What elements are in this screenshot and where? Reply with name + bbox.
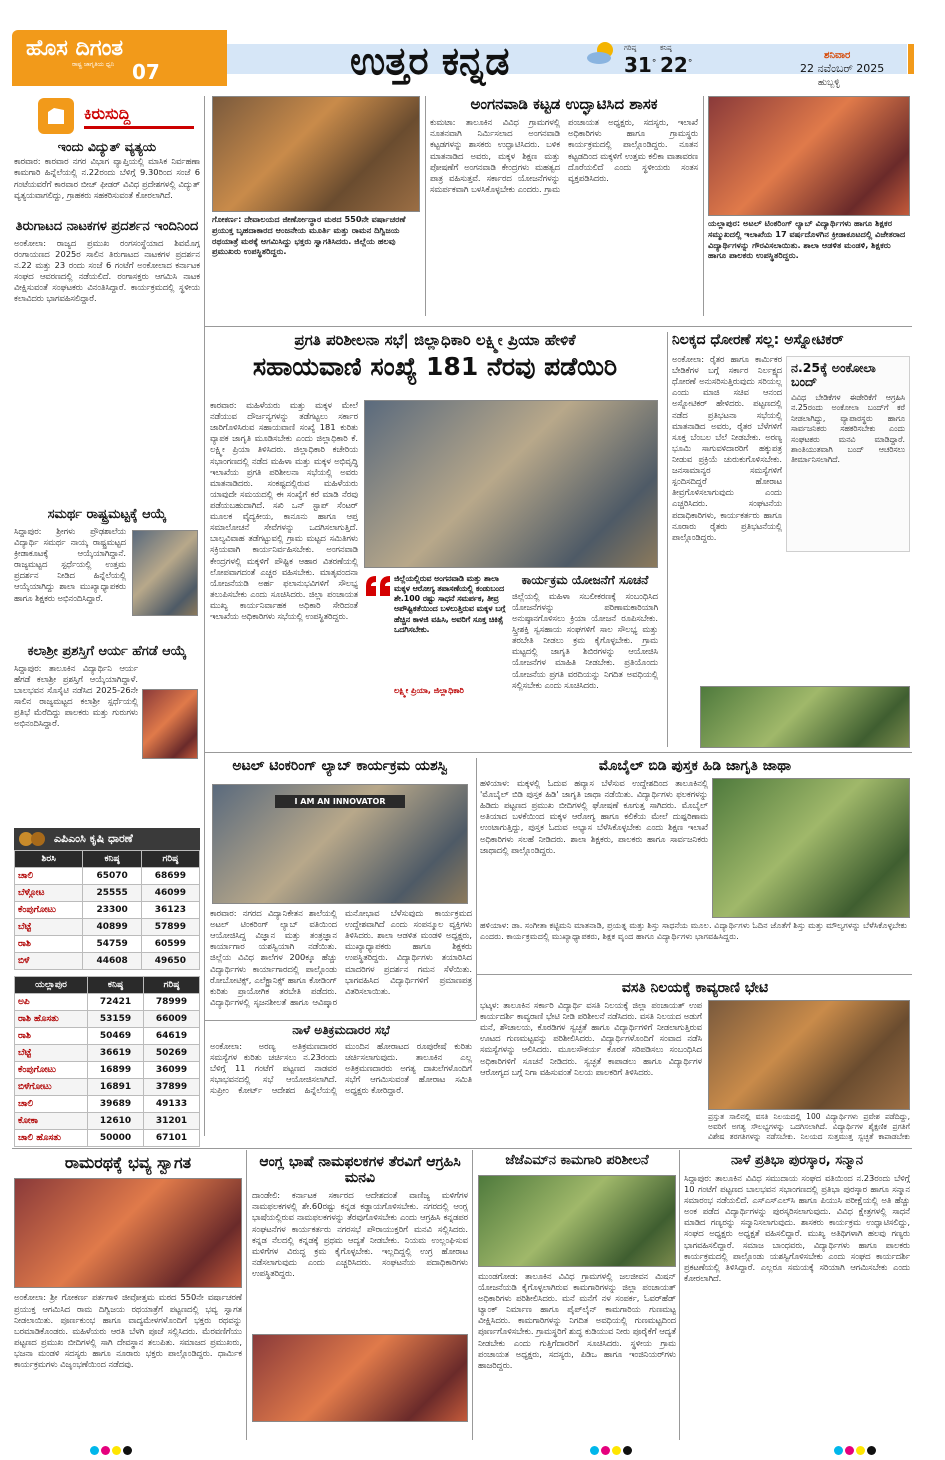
apmc-title: ಎಪಿಎಂಸಿ ಕೃಷಿ ಧಾರಣೆ [14,828,200,850]
sidebar-story: ಕಾರ್ಯಕ್ರಮ ಯೋಜನೆಗೆ ಸೂಚನೆ ಜಿಲ್ಲೆಯಲ್ಲಿ ಮಹಿಳಾ ಸಬಲೀಕರಣಕ್ಕೆ ಸಂಬಂಧಿಸಿದ ಯೋಜನೆಗಳನ್ನು ಪರಿಣಾಮಕಾರಿಯಾಗಿ ಅನುಷ್ಠಾನಗೊಳಿಸಲು ಕ್ರಿಯಾ ಯೋಜನೆ ರೂಪಿಸಬೇಕು. ಸ್ತ್ರೀಶಕ್ತಿ ಸ್ವಸಹಾಯ ಸಂಘಗಳಿಗೆ ಸಾಲ ಸೌಲಭ್ಯ ಮತ್ತು ತರಬೇತಿ ನೀಡಲು ಕ್ರಮ ಕೈಗೊಳ್ಳಬೇಕು. ಗ್ರಾಮ ಮಟ್ಟದಲ್ಲಿ ಜಾಗೃತಿ ಶಿಬಿರಗಳನ್ನು ಆಯೋಜಿಸಿ ಯೋಜನೆಗಳ ಮಾಹಿತಿ ನೀಡಬೇಕು. ಪ್ರತಿಯೊಂದು ಯೋಜನೆಯ ಪ್ರಗತಿ ವರದಿಯನ್ನು ನಿಗದಿತ ಅವಧಿಯಲ್ಲಿ ಸಲ್ಲಿಸಬೇಕು ಎಂದು ಸೂಚಿಸಿದರು. [512,573,658,690]
mobile-body: ಹಳಿಯಾಳ: ಮಕ್ಕಳಲ್ಲಿ ಓದುವ ಹವ್ಯಾಸ ಬೆಳೆಸುವ ಉದ್ದೇಶದಿಂದ ತಾಲೂಕಿನಲ್ಲಿ 'ಮೊಬೈಲ್ ಬಿಡಿ ಪುಸ್ತಕ ಹಿಡಿ' ಜಾಗೃತಿ ಜಾಥಾ ನಡೆಯಿತು. ವಿದ್ಯಾರ್ಥಿಗಳು ಫಲಕಗಳನ್ನು ಹಿಡಿದು ಪಟ್ಟಣದ ಪ್ರಮುಖ ಬೀದಿಗಳಲ್ಲಿ ಘೋಷಣೆ ಕೂಗುತ್ತ ಸಾಗಿದರು. ಮೊಬೈಲ್ ಅತಿಯಾದ ಬಳಕೆಯಿಂದ ಮಕ್ಕಳ ಆರೋಗ್ಯ ಹಾಗೂ ಕಲಿಕೆಯ ಮೇಲೆ ದುಷ್ಪರಿಣಾಮ ಉಂಟಾಗುತ್ತಿದ್ದು, ಪುಸ್ತಕ ಓದುವ ಅಭ್ಯಾಸ ಬೆಳೆಸಿಕೊಳ್ಳಬೇಕು ಎಂದು ಶಿಕ್ಷಣ ಇಲಾಖೆ ಅಧಿಕಾರಿಗಳು ಸಲಹೆ ನೀಡಿದರು. ಶಾಲಾ ಶಿಕ್ಷಕರು, ಪಾಲಕರು ಹಾಗೂ ಸಾರ್ವಜನಿಕರು ಜಾಥಾದಲ್ಲಿ ಪಾಲ್ಗೊಂಡಿದ್ದರು. [480,778,708,855]
photo-caption: ಹಳಿಯಾಳ: ಡಾ. ಸಂಗೀತಾ ಕಟ್ಟಿಮನಿ ಮಾತನಾಡಿ, ಪ್ರಯತ್ನ ಮತ್ತು ಶಿಸ್ತು ಸಾಧನೆಯ ಮೂಲ. ವಿದ್ಯಾರ್ಥಿಗಳು ಓದಿನ ಜೊತೆಗೆ ಶಿಸ್ತು ಮತ್ತು ಮೌಲ್ಯಗಳನ್ನು ಬೆಳೆಸಿಕೊಳ್ಳಬೇಕು ಎಂದರು. ಕಾರ್ಯಕ್ರಮದಲ್ಲಿ ಮುಖ್ಯಾಧ್ಯಾಪಕರು, ಶಿಕ್ಷಕ ವೃಂದ ಹಾಗೂ ವಿದ್ಯಾರ್ಥಿಗಳು ಭಾಗವಹಿಸಿದ್ದರು. [480,920,907,941]
rally-photo [712,778,910,918]
quote-box: ಜಿಲ್ಲೆಯಲ್ಲಿರುವ ಅಂಗನವಾಡಿ ಮತ್ತು ಶಾಲಾ ಮಕ್ಕಳ ಆರೋಗ್ಯ ತಪಾಸಣೆಯಲ್ಲಿ ಕಂಡುಬಂದ ಶೇ.100 ರಷ್ಟು ಸಾಧನೆ ಸಮರ್ಪಕ, ತೀವ್ರ ಅಪೌಷ್ಟಿಕತೆಯಿಂದ ಬಳಲುತ್ತಿರುವ ಮಕ್ಕಳ ಬಗ್ಗೆ ಹೆಚ್ಚಿನ ಕಾಳಜಿ ವಹಿಸಿ, ಅವರಿಗೆ ಸೂಕ್ತ ಚಿಕಿತ್ಸೆ ಒದಗಿಸಬೇಕು. ಲಕ್ಷ್ಮೀ ಪ್ರಿಯಾ, ಜಿಲ್ಲಾಧಿಕಾರಿ [364,574,509,700]
nilakkada-body: ಅಂಕೋಲಾ: ರೈತರ ಹಾಗೂ ಕಾರ್ಮಿಕರ ಬೇಡಿಕೆಗಳ ಬಗ್ಗೆ ಸರ್ಕಾರ ನಿರ್ಲಕ್ಷ್ಯದ ಧೋರಣೆ ಅನುಸರಿಸುತ್ತಿರುವುದು ಸರಿಯಲ್ಲ ಎಂದು ಮಾಜಿ ಸಚಿವ ಆನಂದ ಅಸ್ನೋಟಿಕರ್ ಹೇಳಿದರು. ಪಟ್ಟಣದಲ್ಲಿ ನಡೆದ ಪ್ರತಿಭಟನಾ ಸಭೆಯಲ್ಲಿ ಮಾತನಾಡಿದ ಅವರು, ರೈತರ ಬೆಳೆಗಳಿಗೆ ಸೂಕ್ತ ಬೆಂಬಲ ಬೆಲೆ ನೀಡಬೇಕು. ಅರಣ್ಯ ಭೂಮಿ ಸಾಗುವಳಿದಾರರಿಗೆ ಹಕ್ಕುಪತ್ರ ನೀಡುವ ಪ್ರಕ್ರಿಯೆ ಚುರುಕುಗೊಳಿಸಬೇಕು. ಜನಸಾಮಾನ್ಯರ ಸಮಸ್ಯೆಗಳಿಗೆ ಸ್ಪಂದಿಸದಿದ್ದರೆ ಹೋರಾಟ ತೀವ್ರಗೊಳಿಸಲಾಗುವುದು ಎಂದು ಎಚ್ಚರಿಸಿದರು. ಸಂಘಟನೆಯ ಪದಾಧಿಕಾರಿಗಳು, ಕಾರ್ಯಕರ್ತರು ಹಾಗೂ ನೂರಾರು ರೈತರು ಪ್ರತಿಭಟನೆಯಲ್ಲಿ ಪಾಲ್ಗೊಂಡಿದ್ದರು. [672,354,782,542]
kirusuddi-item: ತಿರುಗಾಟದ ನಾಟಕಗಳ ಪ್ರದರ್ಶನ ಇಂದಿನಿಂದ ಅಂಕೋಲಾ: ರಾಜ್ಯದ ಪ್ರಮುಖ ರಂಗಸಂಸ್ಥೆಯಾದ ಶಿವಮೊಗ್ಗ ರಂಗಾಯಣದ 2025ರ ಸಾಲಿನ ತಿರುಗಾಟದ ನಾಟಕಗಳ ಪ್ರದರ್ಶನ ನ.22 ಮತ್ತು 23 ರಂದು ಸಂಜೆ 6 ಗಂಟೆಗೆ ಅಂಕೋಲಾದ ಕರ್ನಾಟಕ ಸಂಘದ ಆವರಣದಲ್ಲಿ ನಡೆಯಲಿದೆ. ರಂಗಾಸಕ್ತರು ಆಗಮಿಸಿ ನಾಟಕ ವೀಕ್ಷಿಸುವಂತೆ ಸಂಘಟಕರು ವಿನಂತಿಸಿದ್ದಾರೆ. ಕಾರ್ಯಕ್ರಮದಲ್ಲಿ ಸ್ಥಳೀಯ ಕಲಾವಿದರು ಭಾಗವಹಿಸಲಿದ್ದಾರೆ. [14,219,200,304]
apmc-yellapur: ಯಲ್ಲಾಪುರ ಕನಿಷ್ಠ ಗರಿಷ್ಠ ಅಪಿ 72421 78999 ರಾಶಿ ಹೊಸತು 53159 66009 ರಾಶಿ 50469 64619 ಬೆಟ್ಟೆ 36619 50269 ಕೆಂಪುಗೋಟು 16899 36099 ಬಿಳೆಗೋಟು 16891 37899 ಚಾಲಿ 39689 49133 ಕೋಕಾ 12610 31201 ಚಾಲಿ ಹೊಸತು 50000 67101 [14,976,200,1147]
meeting-photo [364,400,658,568]
chariot-photo [212,96,420,212]
min-temp: ಕನಿಷ್ಠ 22° [660,44,693,77]
apmc-table [14,828,200,1147]
table-row: ಬೆಳ್ಗೋಟ 25555 46099 [15,885,200,902]
table-row: ಅಪಿ 72421 78999 [15,994,200,1011]
date: 22 ನವೆಂಬರ್ 2025 [800,62,885,75]
photo-caption: ಯಲ್ಲಾಪುರ: ಅಟಲ್ ಟಿಂಕರಿಂಗ್ ಲ್ಯಾಬ್ ವಿದ್ಯಾರ್ಥಿಗಳು ಹಾಗೂ ಶಿಕ್ಷಕರ ಸಮ್ಮುಖದಲ್ಲಿ ಇಲಾಖೆಯ 17 ವರ್ಷದೊಳಗಿನ ಕ್ರೀಡಾಕೂಟದಲ್ಲಿ ವಿಜೇತರಾದ ವಿದ್ಯಾರ್ಥಿಗಳನ್ನು ಗೌರವಿಸಲಾಯಿತು. ಶಾಲಾ ಆಡಳಿತ ಮಂಡಳಿ, ಶಿಕ್ಷಕರು ಹಾಗೂ ಪಾಲಕರು ಉಪಸ್ಥಿತರಿದ್ದರು. [708,218,906,261]
table-row: ಬೆಟ್ಟೆ 36619 50269 [15,1045,200,1062]
kirusuddi-item: ಇಂದು ವಿದ್ಯುತ್ ವ್ಯತ್ಯಯ ಕಾರವಾರ: ಕಾರವಾರ ನಗರ ವಿಭಾಗ ವ್ಯಾಪ್ತಿಯಲ್ಲಿ ಮಾಸಿಕ ನಿರ್ವಹಣಾ ಕಾಮಗಾರಿ ಹಿನ್ನೆಲೆಯಲ್ಲಿ ನ.22ರಂದು ಬೆಳಿಗ್ಗೆ 9.30ರಿಂದ ಸಂಜೆ 6 ಗಂಟೆಯವರೆಗೆ ಕಾರವಾರ ಬೀಚ್ ಫೀಡರ್ ವಿವಿಧ ಪ್ರದೇಶಗಳಲ್ಲಿ ವಿದ್ಯುತ್ ವ್ಯತ್ಯಯವಾಗಲಿದ್ದು, ಗ್ರಾಹಕರು ಸಹಕರಿಸುವಂತೆ ಕೋರಲಾಗಿದೆ. [14,139,200,200]
naale-story: ನಾಳೆ ಅತಿಕ್ರಮದಾರರ ಸಭೆ ಅಂಕೋಲಾ: ಅರಣ್ಯ ಅತಿಕ್ರಮಣದಾರರ ಸಮಸ್ಯೆಗಳ ಕುರಿತು ಚರ್ಚಿಸಲು ನ.23ರಂದು ಬೆಳಿಗ್ಗೆ 11 ಗಂಟೆಗೆ ಪಟ್ಟಣದ ನಾಡವರ ಸಭಾಭವನದಲ್ಲಿ ಸಭೆ ಆಯೋಜಿಸಲಾಗಿದೆ. ಸುಪ್ರೀಂ ಕೋರ್ಟ್ ಆದೇಶದ ಹಿನ್ನೆಲೆಯಲ್ಲಿ ಮುಂದಿನ ಹೋರಾಟದ ರೂಪುರೇಷೆ ಕುರಿತು ಚರ್ಚಿಸಲಾಗುವುದು. ತಾಲೂಕಿನ ಎಲ್ಲ ಅತಿಕ್ರಮಣದಾರರು ಅಗತ್ಯ ದಾಖಲೆಗಳೊಂದಿಗೆ ಸಭೆಗೆ ಆಗಮಿಸುವಂತೆ ಹೋರಾಟ ಸಮಿತಿ ಅಧ್ಯಕ್ಷರು ಕೋರಿದ್ದಾರೆ. [210,1023,472,1096]
page-number: 07 [132,60,160,84]
table-row: ಚಾಲಿ 39689 49133 [15,1096,200,1113]
table-row: ಕೆಂಪುಗೋಟು 16899 36099 [15,1062,200,1079]
memorandum-photo [252,1334,468,1422]
photo-caption: ಗೋಕರ್ಣ: ದೇವಾಲಯದ ಜೀರ್ಣೋದ್ಧಾರ ಮಠದ 550ನೇ ವರ್ಷಾಚರಣೆ ಪ್ರಯುಕ್ತ ಬೃಹದಾಕಾರದ ಆಂಜನೇಯ ಮೂರ್ತಿ ಮತ್ತು ರಾಮನ ದಿಗ್ವಿಜಯ ರಥಯಾತ್ರೆ ಮಠಕ್ಕೆ ಆಗಮಿಸಿದ್ದು ಭಕ್ತರು ಸ್ವಾಗತಿಸಿದರು. ಜಿಲ್ಲೆಯ ಹಲವು ಪ್ರಮುಖರು ಉಪಸ್ಥಿತರಿದ್ದರು. [212,214,406,257]
table-row: ರಾಶಿ ಹೊಸತು 53159 66009 [15,1011,200,1028]
table-row: ಚಾಲಿ ಹೊಸತು 50000 67101 [15,1130,200,1147]
table-row: ಕೋಕಾ 12610 31201 [15,1113,200,1130]
lead-story: ಪ್ರಗತಿ ಪರಿಶೀಲನಾ ಸಭೆ| ಜಿಲ್ಲಾಧಿಕಾರಿ ಲಕ್ಷ್ಮೀ ಪ್ರಿಯಾ ಹೇಳಿಕೆ ಸಹಾಯವಾಣಿ ಸಂಖ್ಯೆ 181 ನೆರವು ಪಡೆಯಿರಿ [252,331,618,382]
table-row: ಬಿಳೆ 44608 49650 [15,953,200,970]
pratibha-story: ನಾಳೆ ಪ್ರತಿಭಾ ಪುರಸ್ಕಾರ, ಸನ್ಮಾನ ಸಿದ್ದಾಪುರ: ತಾಲೂಕಿನ ವಿವಿಧ ಸಮುದಾಯ ಸಂಘದ ವತಿಯಿಂದ ನ.23ರಂದು ಬೆಳಿಗ್ಗೆ 10 ಗಂಟೆಗೆ ಪಟ್ಟಣದ ಬಾಲಭವನ ಸಭಾಂಗಣದಲ್ಲಿ ಪ್ರತಿಭಾ ಪುರಸ್ಕಾರ ಹಾಗೂ ಸನ್ಮಾನ ಸಮಾರಂಭ ನಡೆಯಲಿದೆ. ಎಸ್‌ಎಸ್‌ಎಲ್‌ಸಿ ಹಾಗೂ ಪಿಯುಸಿ ಪರೀಕ್ಷೆಯಲ್ಲಿ ಅತಿ ಹೆಚ್ಚು ಅಂಕ ಪಡೆದ ವಿದ್ಯಾರ್ಥಿಗಳನ್ನು ಪುರಸ್ಕರಿಸಲಾಗುವುದು. ವಿವಿಧ ಕ್ಷೇತ್ರಗಳಲ್ಲಿ ಸಾಧನೆ ಮಾಡಿದ ಗಣ್ಯರನ್ನು ಸನ್ಮಾನಿಸಲಾಗುವುದು. ಶಾಸಕರು ಕಾರ್ಯಕ್ರಮ ಉದ್ಘಾಟಿಸಲಿದ್ದು, ಸಂಘದ ಅಧ್ಯಕ್ಷರು ಅಧ್ಯಕ್ಷತೆ ವಹಿಸಲಿದ್ದಾರೆ. ಮುಖ್ಯ ಅತಿಥಿಗಳಾಗಿ ಹಲವು ಗಣ್ಯರು ಭಾಗವಹಿಸಲಿದ್ದಾರೆ. ಸಮಾಜ ಬಾಂಧವರು, ವಿದ್ಯಾರ್ಥಿಗಳು ಹಾಗೂ ಪಾಲಕರು ಕಾರ್ಯಕ್ರಮದಲ್ಲಿ ಪಾಲ್ಗೊಂಡು ಯಶಸ್ವಿಗೊಳಿಸಬೇಕು ಎಂದು ಸಂಘದ ಕಾರ್ಯದರ್ಶಿ ಪ್ರಕಟಣೆಯಲ್ಲಿ ತಿಳಿಸಿದ್ದಾರೆ. ಎಲ್ಲರೂ ಸಮಯಕ್ಕೆ ಸರಿಯಾಗಿ ಆಗಮಿಸಬೇಕು ಎಂದು ಕೋರಲಾಗಿದೆ. [684,1153,910,1283]
bandh-box: ನ.25ಕ್ಕೆ ಅಂಕೋಲಾ ಬಂದ್ ವಿವಿಧ ಬೇಡಿಕೆಗಳ ಈಡೇರಿಕೆಗೆ ಆಗ್ರಹಿಸಿ ನ.25ರಂದು ಅಂಕೋಲಾ ಬಂದ್‌ಗೆ ಕರೆ ನೀಡಲಾಗಿದ್ದು, ವ್ಯಾಪಾರಸ್ಥರು ಹಾಗೂ ಸಾರ್ವಜನಿಕರು ಸಹಕರಿಸಬೇಕು ಎಂದು ಸಂಘಟಕರು ಮನವಿ ಮಾಡಿದ್ದಾರೆ. ಶಾಂತಿಯುತವಾಗಿ ಬಂದ್ ಆಚರಿಸಲು ತೀರ್ಮಾನಿಸಲಾಗಿದೆ. [786,356,910,552]
protest-photo [700,686,910,748]
table-row: ಕೆಂಪುಗೋಟು 23300 36123 [15,902,200,919]
arecanut-icon [18,830,48,851]
hand-icon [36,96,80,136]
anganwadi-story: ಅಂಗನವಾಡಿ ಕಟ್ಟಡ ಉದ್ಘಾಟಿಸಿದ ಶಾಸಕ ಕುಮಟಾ: ತಾಲೂಕಿನ ವಿವಿಧ ಗ್ರಾಮಗಳಲ್ಲಿ ನೂತನವಾಗಿ ನಿರ್ಮಿಸಲಾದ ಅಂಗನವಾಡಿ ಕಟ್ಟಡಗಳನ್ನು ಶಾಸಕರು ಉದ್ಘಾಟಿಸಿದರು. ಬಳಿಕ ಮಾತನಾಡಿದ ಅವರು, ಮಕ್ಕಳ ಶಿಕ್ಷಣ ಮತ್ತು ಪೋಷಣೆಗೆ ಅಂಗನವಾಡಿ ಕೇಂದ್ರಗಳು ಮಹತ್ವದ ಪಾತ್ರ ವಹಿಸುತ್ತವೆ. ಸರ್ಕಾರದ ಯೋಜನೆಗಳನ್ನು ಸಮರ್ಪಕವಾಗಿ ಬಳಸಿಕೊಳ್ಳಬೇಕು ಎಂದರು. ಗ್ರಾಮ ಪಂಚಾಯತ ಅಧ್ಯಕ್ಷರು, ಸದಸ್ಯರು, ಇಲಾಖೆ ಅಧಿಕಾರಿಗಳು ಹಾಗೂ ಗ್ರಾಮಸ್ಥರು ಕಾರ್ಯಕ್ರಮದಲ್ಲಿ ಪಾಲ್ಗೊಂಡಿದ್ದರು. ನೂತನ ಕಟ್ಟಡದಿಂದ ಮಕ್ಕಳಿಗೆ ಉತ್ತಮ ಕಲಿಕಾ ವಾತಾವರಣ ದೊರೆಯಲಿದೆ ಎಂದು ಸ್ಥಳೀಯರು ಸಂತಸ ವ್ಯಕ್ತಪಡಿಸಿದರು. [430,95,698,194]
procession-photo [14,1178,242,1288]
max-temp: ಗರಿಷ್ಠ 31° [624,44,657,77]
district-title: ಉತ್ತರ ಕನ್ನಡ [350,38,510,83]
table-row: ರಾಶಿ 50469 64619 [15,1028,200,1045]
accent-bar [908,44,914,74]
student-photo [132,530,198,616]
kirusuddi-item: ಕಲಾಶ್ರೀ ಪ್ರಶಸ್ತಿಗೆ ಆರ್ಯ ಹೆಗಡೆ ಆಯ್ಕೆ ಸಿದ್ದಾಪುರ: ತಾಲೂಕಿನ ವಿದ್ಯಾರ್ಥಿನಿ ಆರ್ಯ ಹೆಗಡೆ ಕಲಾಶ್ರೀ ಪ್ರಶಸ್ತಿಗೆ ಆಯ್ಕೆಯಾಗಿದ್ದಾಳೆ. ಬಾಲಭವನ ಸೊಸೈಟಿ ನಡೆಸಿದ 2025-26ನೇ ಸಾಲಿನ ರಾಜ್ಯಮಟ್ಟದ ಕಲಾಶ್ರೀ ಸ್ಪರ್ಧೆಯಲ್ಲಿ ಪ್ರತಿಭೆ ಮೆರೆದಿದ್ದು ಪಾಲಕರು ಮತ್ತು ಗುರುಗಳು ಅಭಿನಂದಿಸಿದ್ದಾರೆ. [14,645,200,783]
apmc-sirsi: ಶಿರಸಿ ಕನಿಷ್ಠ ಗರಿಷ್ಠ ಚಾಲಿ 65070 68699 ಬೆಳ್ಗೋಟ 25555 46099 ಕೆಂಪುಗೋಟು 23300 36123 ಬೆಟ್ಟೆ 40899 57899 ರಾಶಿ 54759 60599 ಬಿಳೆ 44608 49650 [14,850,200,970]
registration-marks [90,1440,134,1459]
atal-photo: I AM AN INNOVATOR [212,784,468,904]
city: ಹುಬ್ಬಳ್ಳಿ [818,78,840,88]
vasati-story: ವಸತಿ ನಿಲಯಕ್ಕೆ ಕಾವ್ಯರಾಣಿ ಭೇಟಿ [621,980,769,996]
registration-marks [590,1440,634,1459]
registration-marks [834,1440,878,1459]
lead-body: ಕಾರವಾರ: ಮಹಿಳೆಯರು ಮತ್ತು ಮಕ್ಕಳ ಮೇಲೆ ನಡೆಯುವ ದೌರ್ಜನ್ಯಗಳನ್ನು ತಡೆಗಟ್ಟಲು ಸರ್ಕಾರ ಜಾರಿಗೊಳಿಸಿರುವ ಸಹಾಯವಾಣಿ ಸಂಖ್ಯೆ 181 ಕುರಿತು ವ್ಯಾಪಕ ಜಾಗೃತಿ ಮೂಡಿಸಬೇಕು ಎಂದು ಜಿಲ್ಲಾಧಿಕಾರಿ ಕೆ. ಲಕ್ಷ್ಮೀ ಪ್ರಿಯಾ ತಿಳಿಸಿದರು. ಜಿಲ್ಲಾಧಿಕಾರಿ ಕಚೇರಿಯ ಸಭಾಂಗಣದಲ್ಲಿ ನಡೆದ ಮಹಿಳಾ ಮತ್ತು ಮಕ್ಕಳ ಅಭಿವೃದ್ಧಿ ಇಲಾಖೆಯ ಪ್ರಗತಿ ಪರಿಶೀಲನಾ ಸಭೆಯಲ್ಲಿ ಅವರು ಮಾತನಾಡಿದರು. ಸಂಕಷ್ಟದಲ್ಲಿರುವ ಮಹಿಳೆಯರು ಯಾವುದೇ ಸಮಯದಲ್ಲಿ ಈ ಸಂಖ್ಯೆಗೆ ಕರೆ ಮಾಡಿ ನೆರವು ಪಡೆಯಬಹುದಾಗಿದೆ. ಸಖಿ ಒನ್ ಸ್ಟಾಪ್ ಸೆಂಟರ್ ಮೂಲಕ ವೈದ್ಯಕೀಯ, ಕಾನೂನು ಹಾಗೂ ಆಪ್ತ ಸಮಾಲೋಚನೆ ಸೇವೆಗಳನ್ನು ಒದಗಿಸಲಾಗುತ್ತಿದೆ. ಬಾಲ್ಯವಿವಾಹ ತಡೆಗಟ್ಟುವಲ್ಲಿ ಗ್ರಾಮ ಮಟ್ಟದ ಸಮಿತಿಗಳು ಸಕ್ರಿಯವಾಗಿ ಕಾರ್ಯನಿರ್ವಹಿಸಬೇಕು. ಅಂಗನವಾಡಿ ಕೇಂದ್ರಗಳಲ್ಲಿ ಮಕ್ಕಳಿಗೆ ಪೌಷ್ಟಿಕ ಆಹಾರ ವಿತರಣೆಯಲ್ಲಿ ಲೋಪವಾಗದಂತೆ ಎಚ್ಚರ ವಹಿಸಬೇಕು. ಮಾತೃವಂದನಾ ಯೋಜನೆಯಡಿ ಅರ್ಹ ಫಲಾನುಭವಿಗಳಿಗೆ ಸೌಲಭ್ಯ ತಲುಪಿಸಬೇಕು ಎಂದು ಸೂಚಿಸಿದರು. ಜಿಲ್ಲಾ ಪಂಚಾಯತ ಮುಖ್ಯ ಕಾರ್ಯನಿರ್ವಾಹಕ ಅಧಿಕಾರಿ ಸೇರಿದಂತೆ ಇಲಾಖೆಯ ಅಧಿಕಾರಿಗಳು ಸಭೆಯಲ್ಲಿ ಉಪಸ್ಥಿತರಿದ್ದರು. [210,400,358,622]
hostel-photo [708,1000,910,1110]
atal-body: ಕಾರವಾರ: ನಗರದ ವಿದ್ಯಾನಿಕೇತನ ಶಾಲೆಯಲ್ಲಿ ಅಟಲ್ ಟಿಂಕರಿಂಗ್ ಲ್ಯಾಬ್ ವತಿಯಿಂದ ಆಯೋಜಿಸಿದ್ದ ವಿಜ್ಞಾನ ಮತ್ತು ತಂತ್ರಜ್ಞಾನ ಕಾರ್ಯಾಗಾರ ಯಶಸ್ವಿಯಾಗಿ ನಡೆಯಿತು. ಜಿಲ್ಲೆಯ ವಿವಿಧ ಶಾಲೆಗಳ 200ಕ್ಕೂ ಹೆಚ್ಚು ವಿದ್ಯಾರ್ಥಿಗಳು ಕಾರ್ಯಾಗಾರದಲ್ಲಿ ಪಾಲ್ಗೊಂಡು ರೋಬೋಟಿಕ್ಸ್, ಎಲೆಕ್ಟ್ರಾನಿಕ್ಸ್ ಹಾಗೂ ಕೋಡಿಂಗ್ ಕುರಿತು ಪ್ರಾಯೋಗಿಕ ತರಬೇತಿ ಪಡೆದರು. ವಿದ್ಯಾರ್ಥಿಗಳಲ್ಲಿ ಸೃಜನಶೀಲತೆ ಹಾಗೂ ಆವಿಷ್ಕಾರ ಮನೋಭಾವ ಬೆಳೆಸುವುದು ಕಾರ್ಯಕ್ರಮದ ಉದ್ದೇಶವಾಗಿದೆ ಎಂದು ಸಂಪನ್ಮೂಲ ವ್ಯಕ್ತಿಗಳು ತಿಳಿಸಿದರು. ಶಾಲಾ ಆಡಳಿತ ಮಂಡಳಿ ಅಧ್ಯಕ್ಷರು, ಮುಖ್ಯಾಧ್ಯಾಪಕರು ಹಾಗೂ ಶಿಕ್ಷಕರು ಉಪಸ್ಥಿತರಿದ್ದರು. ವಿದ್ಯಾರ್ಥಿಗಳು ತಯಾರಿಸಿದ ಮಾದರಿಗಳ ಪ್ರದರ್ಶನ ಗಮನ ಸೆಳೆಯಿತು. ಭಾಗವಹಿಸಿದ ವಿದ್ಯಾರ್ಥಿಗಳಿಗೆ ಪ್ರಮಾಣಪತ್ರ ವಿತರಿಸಲಾಯಿತು. [210,908,472,1007]
table-row: ಬಿಳೆಗೋಟು 16891 37899 [15,1079,200,1096]
mobile-story: ಮೊಬೈಲ್ ಬಿಡಿ ಪುಸ್ತಕ ಹಿಡಿ ಜಾಗೃತಿ ಜಾಥಾ [598,758,792,774]
weather-sun-cloud-icon [585,40,619,64]
table-row: ರಾಶಿ 54759 60599 [15,936,200,953]
atal-story: ಅಟಲ್ ಟಿಂಕರಿಂಗ್ ಲ್ಯಾಬ್ ಕಾರ್ಯಕ್ರಮ ಯಶಸ್ವಿ [232,758,448,774]
nilakkada-story: ನಿಲಕ್ಕದ ಧೋರಣೆ ಸಲ್ಲ: ಅಸ್ನೋಟಿಕರ್ [672,332,844,348]
table-row: ಬೆಟ್ಟೆ 40899 57899 [15,919,200,936]
table-row: ಚಾಲಿ 65070 68699 [15,868,200,885]
vasati-body: ಭಟ್ಕಳ: ತಾಲೂಕಿನ ಸರ್ಕಾರಿ ವಿದ್ಯಾರ್ಥಿ ವಸತಿ ನಿಲಯಕ್ಕೆ ಜಿಲ್ಲಾ ಪಂಚಾಯತ್ ಉಪ ಕಾರ್ಯದರ್ಶಿ ಕಾವ್ಯರಾಣಿ ಭೇಟಿ ನೀಡಿ ಪರಿಶೀಲನೆ ನಡೆಸಿದರು. ವಸತಿ ನಿಲಯದ ಅಡುಗೆ ಮನೆ, ಶೌಚಾಲಯ, ಕೊಠಡಿಗಳ ಸ್ವಚ್ಛತೆ ಹಾಗೂ ವಿದ್ಯಾರ್ಥಿಗಳಿಗೆ ನೀಡಲಾಗುತ್ತಿರುವ ಊಟದ ಗುಣಮಟ್ಟವನ್ನು ಪರಿಶೀಲಿಸಿದರು. ವಿದ್ಯಾರ್ಥಿಗಳೊಂದಿಗೆ ಸಂವಾದ ನಡೆಸಿ ಸಮಸ್ಯೆಗಳನ್ನು ಆಲಿಸಿದರು. ಮೂಲಸೌಕರ್ಯ ಕೊರತೆ ಸರಿಪಡಿಸಲು ಸಂಬಂಧಿಸಿದ ಅಧಿಕಾರಿಗಳಿಗೆ ಸೂಚನೆ ನೀಡಿದರು. ಸ್ವಚ್ಛತೆ ಕಾಪಾಡಲು ಹಾಗೂ ವಿದ್ಯಾರ್ಥಿಗಳ ಆರೋಗ್ಯದ ಬಗ್ಗೆ ನಿಗಾ ವಹಿಸುವಂತೆ ನಿಲಯ ಪಾಲಕರಿಗೆ ತಿಳಿಸಿದರು. [480,1000,702,1077]
ramaratha-story: ರಾಮರಥಕ್ಕೆ ಭವ್ಯ ಸ್ವಾಗತ ಅಂಕೋಲಾ: ಶ್ರೀ ಗೋಕರ್ಣ ಪರ್ತಗಾಳಿ ಜೀವೋತ್ತಮ ಮಠದ 550ನೇ ವರ್ಷಾಚರಣೆ ಪ್ರಯುಕ್ತ ಆಗಮಿಸಿದ ರಾಮ ದಿಗ್ವಿಜಯ ರಥಯಾತ್ರೆಗೆ ಪಟ್ಟಣದಲ್ಲಿ ಭವ್ಯ ಸ್ವಾಗತ ನೀಡಲಾಯಿತು. ಪೂರ್ಣಕುಂಭ ಹಾಗೂ ವಾದ್ಯಮೇಳಗಳೊಂದಿಗೆ ಭಕ್ತರು ರಥವನ್ನು ಬರಮಾಡಿಕೊಂಡರು. ಮಹಿಳೆಯರು ಆರತಿ ಬೆಳಗಿ ಪೂಜೆ ಸಲ್ಲಿಸಿದರು. ಮೆರವಣಿಗೆಯು ಪಟ್ಟಣದ ಪ್ರಮುಖ ಬೀದಿಗಳಲ್ಲಿ ಸಾಗಿ ದೇವಸ್ಥಾನ ತಲುಪಿತು. ಸಮಾಜದ ಪ್ರಮುಖರು, ಭಜನಾ ಮಂಡಳಿ ಸದಸ್ಯರು ಹಾಗೂ ನೂರಾರು ಭಕ್ತರು ಪಾಲ್ಗೊಂಡಿದ್ದರು. ಧಾರ್ಮಿಕ ಕಾರ್ಯಕ್ರಮಗಳು ವಿಜೃಂಭಣೆಯಿಂದ ನಡೆದವು. [14,1153,242,1370]
masthead-logo [12,30,227,86]
student-photo [142,689,198,759]
logo-text: ಹೊಸ ದಿಗಂತ [26,36,124,61]
day: ಶನಿವಾರ [824,50,851,61]
jjm-story: ಜೆಜೆಎಮ್‌ನ ಕಾಮಗಾರಿ ಪರಿಶೀಲನೆ ಮುಂಡಗೋಡ: ತಾಲೂಕಿನ ವಿವಿಧ ಗ್ರಾಮಗಳಲ್ಲಿ ಜಲಜೀವನ ಮಿಷನ್ ಯೋಜನೆಯಡಿ ಕೈಗೊಳ್ಳಲಾಗಿರುವ ಕಾಮಗಾರಿಗಳನ್ನು ಜಿಲ್ಲಾ ಪಂಚಾಯತ್ ಅಧಿಕಾರಿಗಳು ಪರಿಶೀಲಿಸಿದರು. ಮನೆ ಮನೆಗೆ ನಳ ಸಂಪರ್ಕ, ಓವರ್‌ಹೆಡ್ ಟ್ಯಾಂಕ್ ನಿರ್ಮಾಣ ಹಾಗೂ ಪೈಪ್‌ಲೈನ್ ಕಾಮಗಾರಿಯ ಗುಣಮಟ್ಟ ವೀಕ್ಷಿಸಿದರು. ಕಾಮಗಾರಿಗಳನ್ನು ನಿಗದಿತ ಅವಧಿಯಲ್ಲಿ ಗುಣಮಟ್ಟದಿಂದ ಪೂರ್ಣಗೊಳಿಸಬೇಕು. ಗ್ರಾಮಸ್ಥರಿಗೆ ಶುದ್ಧ ಕುಡಿಯುವ ನೀರು ಪೂರೈಕೆಗೆ ಆದ್ಯತೆ ನೀಡಬೇಕು ಎಂದು ಗುತ್ತಿಗೆದಾರರಿಗೆ ಸೂಚಿಸಿದರು. ಸ್ಥಳೀಯ ಗ್ರಾಮ ಪಂಚಾಯತ ಅಧ್ಯಕ್ಷರು, ಸದಸ್ಯರು, ಪಿಡಿಒ ಹಾಗೂ ಇಂಜಿನಿಯರ್‌ಗಳು ಹಾಜರಿದ್ದರು. [478,1153,676,1370]
english-board-story: ಆಂಗ್ಲ ಭಾಷೆ ನಾಮಫಲಕಗಳ ತೆರವಿಗೆ ಆಗ್ರಹಿಸಿ ಮನವಿ ದಾಂಡೇಲಿ: ಕರ್ನಾಟಕ ಸರ್ಕಾರದ ಆದೇಶದಂತೆ ವಾಣಿಜ್ಯ ಮಳಿಗೆಗಳ ನಾಮಫಲಕಗಳಲ್ಲಿ ಶೇ.60ರಷ್ಟು ಕನ್ನಡ ಕಡ್ಡಾಯಗೊಳಿಸಬೇಕು. ನಗರದಲ್ಲಿ ಆಂಗ್ಲ ಭಾಷೆಯಲ್ಲಿರುವ ನಾಮಫಲಕಗಳನ್ನು ತೆರವುಗೊಳಿಸಬೇಕು ಎಂದು ಆಗ್ರಹಿಸಿ ಕನ್ನಡಪರ ಸಂಘಟನೆಗಳ ಕಾರ್ಯಕರ್ತರು ನಗರಸಭೆ ಪೌರಾಯುಕ್ತರಿಗೆ ಮನವಿ ಸಲ್ಲಿಸಿದರು. ಕನ್ನಡ ನೆಲದಲ್ಲಿ ಕನ್ನಡಕ್ಕೆ ಪ್ರಥಮ ಆದ್ಯತೆ ನೀಡಬೇಕು. ನಿಯಮ ಉಲ್ಲಂಘಿಸುವ ಮಳಿಗೆಗಳ ವಿರುದ್ಧ ಕ್ರಮ ಕೈಗೊಳ್ಳಬೇಕು. ಇಲ್ಲದಿದ್ದಲ್ಲಿ ಉಗ್ರ ಹೋರಾಟ ನಡೆಸಲಾಗುವುದು ಎಂದು ಎಚ್ಚರಿಸಿದರು. ಸಂಘಟನೆಯ ಪದಾಧಿಕಾರಿಗಳು ಉಪಸ್ಥಿತರಿದ್ದರು. [252,1154,468,1422]
quote-icon [364,574,392,598]
felicitation-photo [708,96,910,216]
kirusuddi-item: ಸಮರ್ಥ ರಾಷ್ಟ್ರಮಟ್ಟಕ್ಕೆ ಆಯ್ಕೆ ಸಿದ್ದಾಪುರ: ಶ್ರೀಗಳು ಪ್ರೌಢಶಾಲೆಯ ವಿದ್ಯಾರ್ಥಿ ಸಮರ್ಥ ನಾಯ್ಕ ರಾಷ್ಟ್ರಮಟ್ಟದ ಕ್ರೀಡಾಕೂಟಕ್ಕೆ ಆಯ್ಕೆಯಾಗಿದ್ದಾನೆ. ರಾಜ್ಯಮಟ್ಟದ ಸ್ಪರ್ಧೆಯಲ್ಲಿ ಉತ್ತಮ ಪ್ರದರ್ಶನ ನೀಡಿದ ಹಿನ್ನೆಲೆಯಲ್ಲಿ ಆಯ್ಕೆಯಾಗಿದ್ದು ಶಾಲಾ ಮುಖ್ಯಾಧ್ಯಾಪಕರು ಹಾಗೂ ಶಿಕ್ಷಕರು ಅಭಿನಂದಿಸಿದ್ದಾರೆ. [14,508,200,646]
vasati-caption: ಪ್ರಸ್ತುತ ಸಾಲಿನಲ್ಲಿ ವಸತಿ ನಿಲಯದಲ್ಲಿ 100 ವಿದ್ಯಾರ್ಥಿಗಳು ಪ್ರವೇಶ ಪಡೆದಿದ್ದು, ಅವರಿಗೆ ಅಗತ್ಯ ಸೌಲಭ್ಯಗಳನ್ನು ಒದಗಿಸಲಾಗಿದೆ. ವಿದ್ಯಾರ್ಥಿಗಳ ಶೈಕ್ಷಣಿಕ ಪ್ರಗತಿಗೆ ವಿಶೇಷ ತರಗತಿಗಳನ್ನು ನಡೆಸಬೇಕು. ನಿಲಯದ ಸುತ್ತಮುತ್ತ ಸ್ವಚ್ಛತೆ ಕಾಪಾಡಬೇಕು [708,1112,910,1142]
tagline: ರಾಷ್ಟ್ರ ಜಾಗೃತಿಯ ಧ್ವನಿ [72,61,115,68]
kirusuddi-header: ಕಿರುಸುದ್ದಿ [36,96,196,136]
inspection-photo [478,1175,676,1267]
